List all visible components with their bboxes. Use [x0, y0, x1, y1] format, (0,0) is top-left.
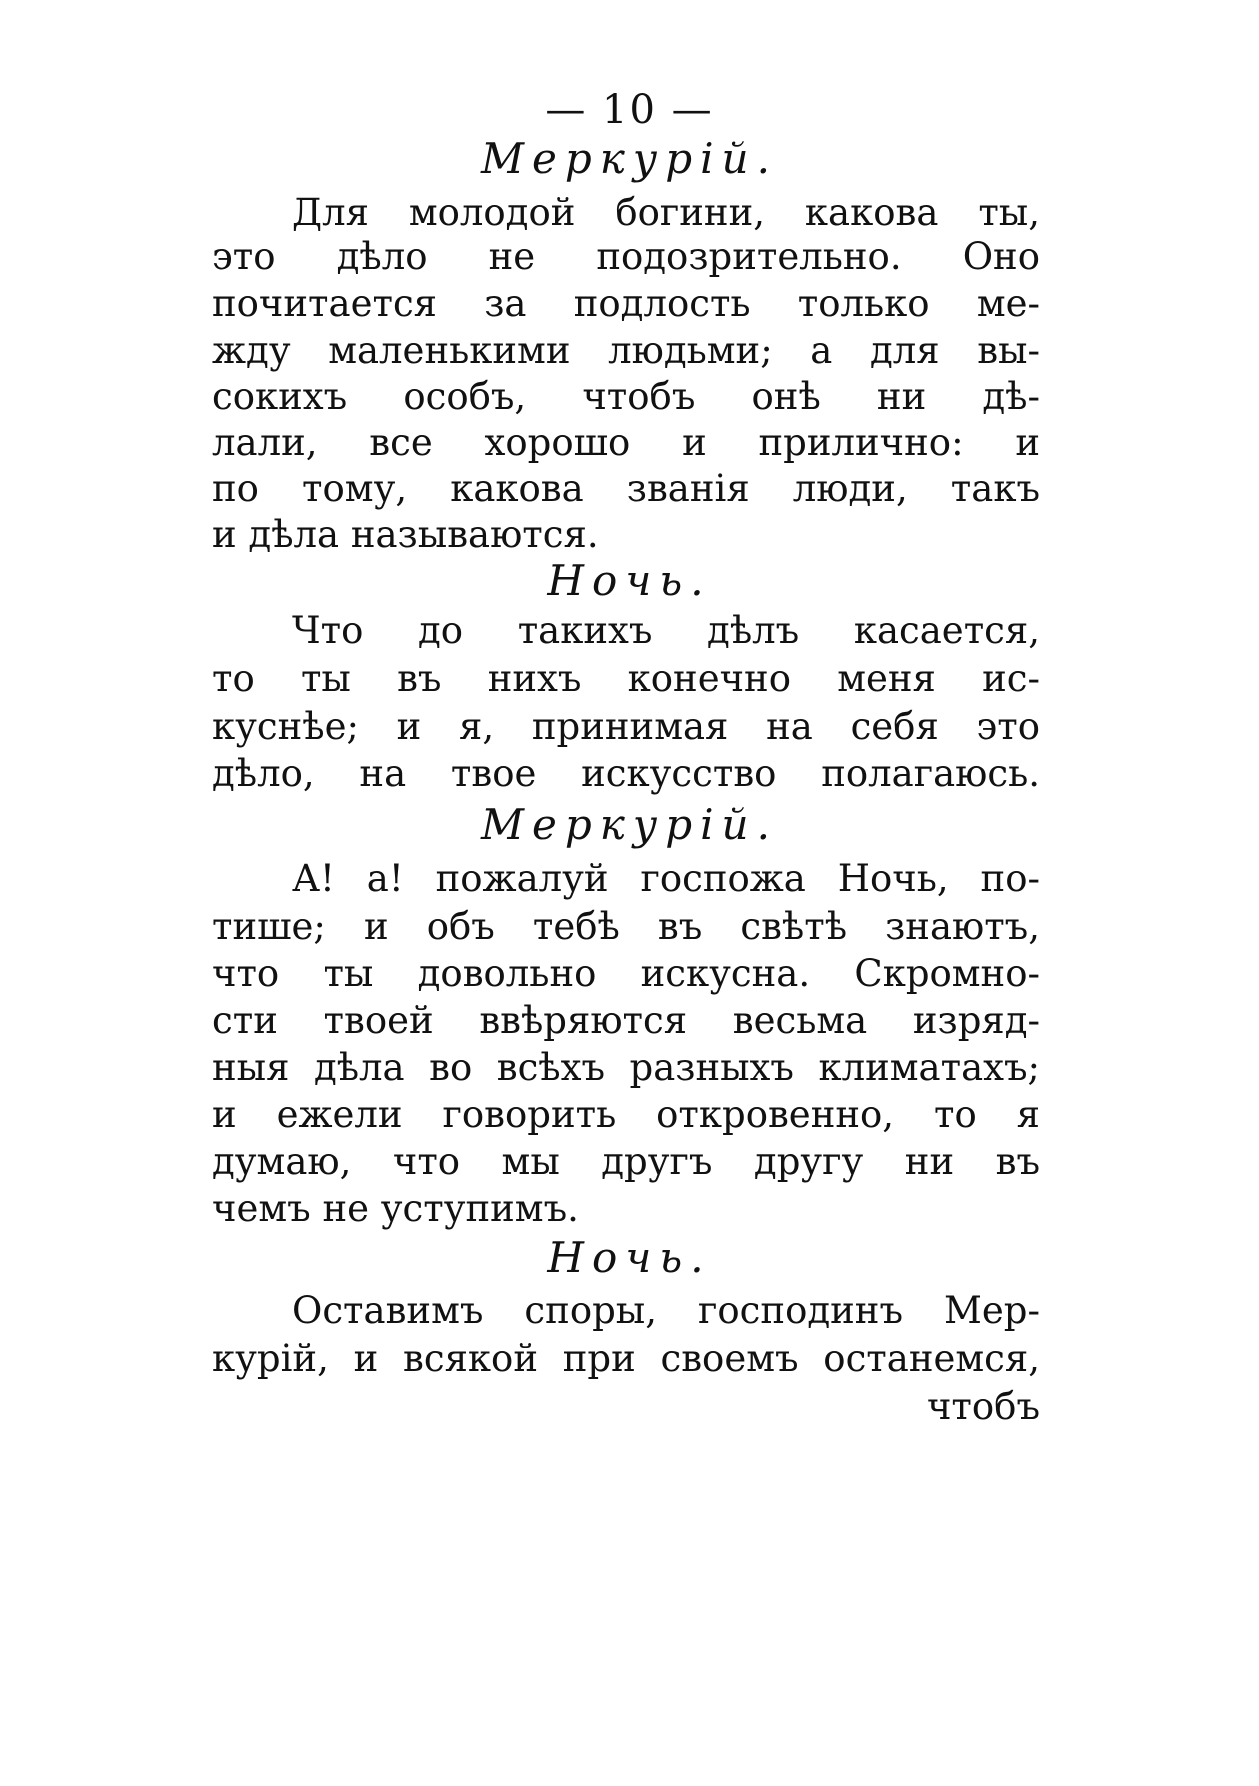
text-line: А! а! пожалуй госпожа Ночь, по-	[292, 857, 1040, 900]
text-line: и дѣла называются.	[212, 513, 599, 556]
text-line: и ежели говорить откровенно, то я	[212, 1093, 1040, 1136]
text-line: почитается за подлость только ме-	[212, 282, 1040, 325]
text-line: жду маленькими людьми; а для вы-	[212, 329, 1040, 372]
text-line: это дѣло не подозрительно. Оно	[212, 235, 1040, 278]
speaker-heading: Меркурій.	[481, 134, 778, 183]
catchword: чтобъ	[926, 1385, 1040, 1428]
text-line: то ты въ нихъ конечно меня ис-	[212, 657, 1040, 700]
text-line: лали, все хорошо и прилично: и	[212, 421, 1040, 464]
text-line: сокихъ особъ, чтобъ онѣ ни дѣ-	[212, 375, 1040, 418]
text-line: Что до такихъ дѣлъ касается,	[292, 609, 1040, 652]
speaker-heading: Ночь.	[547, 1233, 712, 1282]
text-line: тише; и объ тебѣ въ свѣтѣ знаютъ,	[212, 905, 1040, 948]
text-line: ныя дѣла во всѣхъ разныхъ климатахъ;	[212, 1046, 1040, 1089]
text-line: Оставимъ споры, господинъ Мер-	[292, 1289, 1040, 1332]
speaker-heading: Ночь.	[547, 556, 712, 605]
text-line: думаю, что мы другъ другу ни въ	[212, 1140, 1040, 1183]
text-line: по тому, какова званія люди, такъ	[212, 467, 1040, 510]
text-line: дѣло, на твое искусство полагаюсь.	[212, 752, 1040, 795]
text-line: сти твоей ввѣряются весьма изряд-	[212, 999, 1040, 1042]
text-line: курій, и всякой при своемъ останемся,	[212, 1337, 1040, 1380]
text-line: чемъ не уступимъ.	[212, 1187, 579, 1230]
page-number-header: — 10 —	[545, 87, 714, 133]
text-line: что ты довольно искусна. Скромно-	[212, 952, 1040, 995]
text-line: Для молодой богини, какова ты,	[292, 191, 1040, 234]
speaker-heading: Меркурій.	[481, 800, 778, 849]
text-line: куснѣе; и я, принимая на себя это	[212, 705, 1040, 748]
